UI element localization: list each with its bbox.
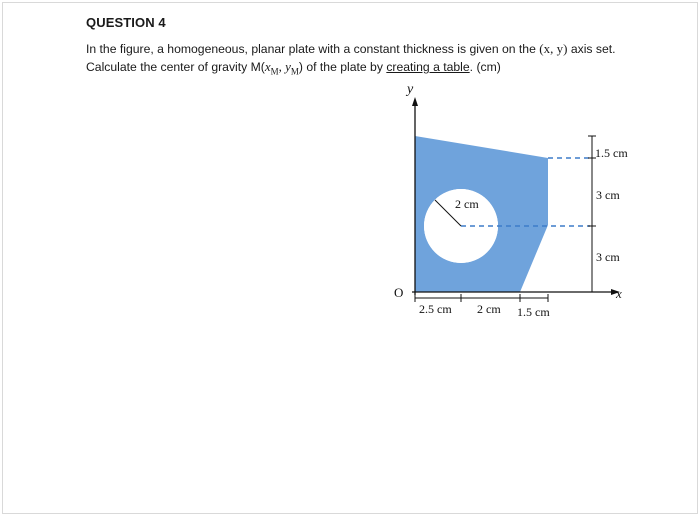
x-axis-label: x xyxy=(616,286,622,301)
line2-text-a: Calculate the center of gravity M( xyxy=(86,60,265,74)
math-sub-m2: M xyxy=(290,66,299,77)
dim-bottom-1: 2.5 cm xyxy=(419,302,452,316)
origin-label: O xyxy=(394,285,404,300)
math-x: x xyxy=(264,59,271,74)
math-comma: , xyxy=(278,59,286,74)
dim-right-3: 3 cm xyxy=(596,250,620,264)
math-sub-m1: M xyxy=(270,66,279,77)
dim-bottom-2: 2 cm xyxy=(477,302,501,316)
line2-text-b: ) of the plate by xyxy=(298,60,387,74)
math-y: y xyxy=(285,59,291,74)
dim-bottom-3: 1.5 cm xyxy=(517,305,550,319)
creating-a-table-underlined: creating a table xyxy=(386,60,470,74)
hole-diameter-label: 2 cm xyxy=(455,197,479,211)
axis-set-math: (x, y) xyxy=(539,41,568,56)
line2-text-c: . (cm) xyxy=(469,60,501,74)
dim-right-2: 3 cm xyxy=(596,188,620,202)
dim-right-1: 1.5 cm xyxy=(595,146,628,160)
line1-text-b: axis set. xyxy=(567,42,616,56)
y-axis-label: y xyxy=(407,82,414,97)
y-axis-arrow-icon xyxy=(412,97,418,106)
question-heading: QUESTION 4 xyxy=(86,15,166,30)
line1-text-a: In the figure, a homogeneous, planar plate with a constant thickness is given on the xyxy=(86,42,540,56)
